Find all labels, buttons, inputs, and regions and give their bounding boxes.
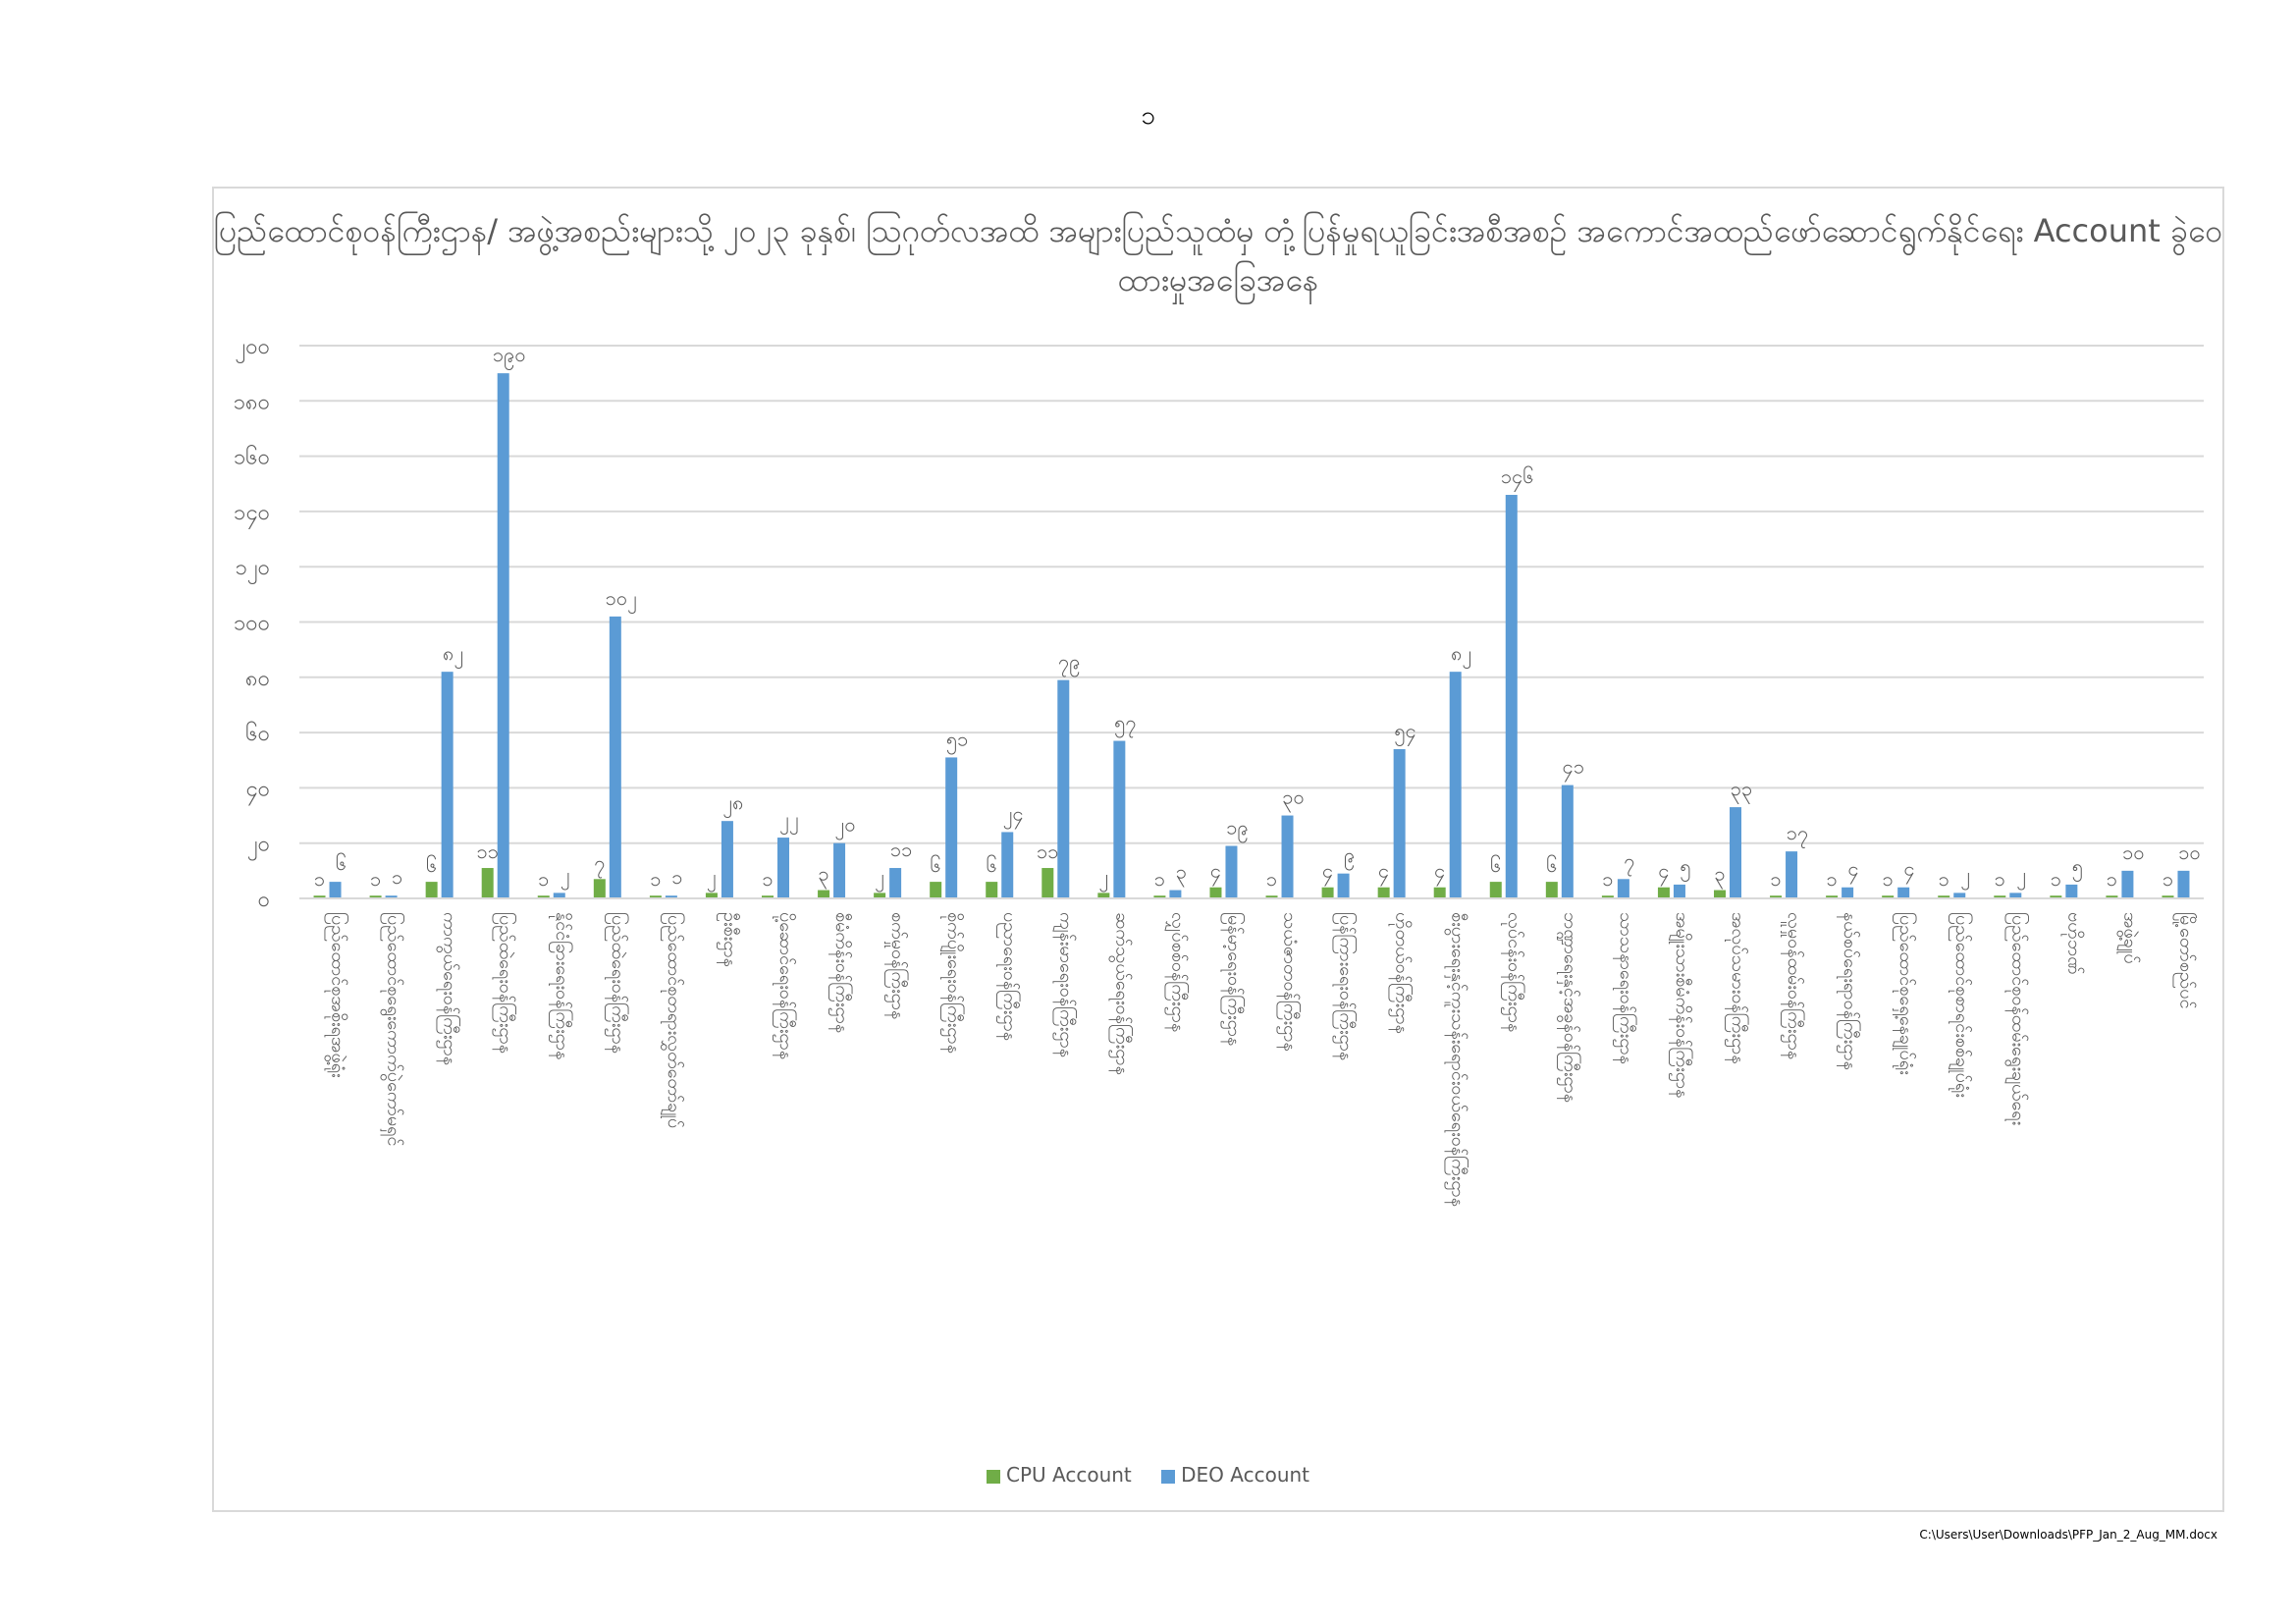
data-label-deo: ၂၀ <box>834 812 856 837</box>
data-label-cpu: ၁ <box>313 867 326 892</box>
bar-deo <box>1113 741 1125 898</box>
bar-cpu <box>1322 888 1334 898</box>
bar-cpu <box>426 882 438 898</box>
bar-deo <box>610 617 621 898</box>
data-label-cpu: ၁ <box>538 867 550 892</box>
category-label: ကျန်းမာရေးဝန်ကြီးဌာန <box>1055 912 1077 1058</box>
bar-deo <box>1842 888 1853 898</box>
y-tick-label: ၁၂၀ <box>235 556 270 581</box>
data-label-cpu: ၄ <box>1321 858 1334 883</box>
y-tick-label: ၄၀ <box>245 777 270 802</box>
data-label-cpu: ၁ <box>2050 867 2061 892</box>
bar-cpu <box>1658 888 1670 898</box>
data-label-deo: ၈၂ <box>443 641 464 666</box>
data-label-deo: ၁၁ <box>889 838 913 862</box>
bar-cpu <box>1378 888 1390 898</box>
data-label-deo: ၂၄ <box>1002 801 1024 826</box>
data-label-cpu: ၆ <box>1490 853 1502 878</box>
bar-deo <box>1057 680 1069 898</box>
bar-deo <box>833 843 845 898</box>
category-label: မြန်မာ့ရေးဝန်ကြီးဌာန <box>1223 912 1245 1047</box>
data-label-cpu: ၇ <box>594 850 606 875</box>
data-label-deo: ၃ <box>1175 859 1188 884</box>
bar-deo <box>1450 672 1462 898</box>
bar-cpu <box>482 868 494 898</box>
data-label-deo: ၂ <box>1960 862 1971 887</box>
bar-deo <box>721 821 733 898</box>
category-label: ပညာရေးဝန်ကြီးဌာန <box>999 912 1021 1042</box>
data-label-cpu: ၁ <box>2106 867 2118 892</box>
y-tick-label: ၁၈၀ <box>233 390 270 415</box>
bar-cpu <box>1209 888 1221 898</box>
bar-cpu <box>930 882 941 898</box>
data-label-cpu: ၁ <box>1265 867 1278 892</box>
category-label: ဟိုတယ်ဝန်ကြီးဌာန <box>1391 912 1413 1034</box>
bar-deo <box>1562 785 1574 898</box>
data-label-cpu: ၁ <box>1994 867 2005 892</box>
data-label-deo: ၄၁ <box>1562 754 1585 779</box>
bar-deo <box>777 838 789 898</box>
data-label-deo: ၅၄ <box>1394 718 1416 742</box>
data-label-deo: ၁၉၀ <box>492 343 526 367</box>
y-tick-label: ၁၄၀ <box>233 500 270 525</box>
bar-cpu <box>1490 882 1502 898</box>
data-label-cpu: ၆ <box>986 853 997 878</box>
data-label-deo: ၃၃ <box>1730 777 1753 801</box>
data-label-deo: ၆ <box>335 851 347 876</box>
bar-cpu <box>594 879 606 898</box>
data-label-cpu: ၃ <box>1714 861 1726 886</box>
bar-deo <box>1282 816 1294 898</box>
bar-cpu <box>986 882 997 898</box>
category-label: ပြည်ထဲရေးဝန်ကြီးဌာန <box>607 912 628 1055</box>
data-label-cpu: ၁ <box>2162 867 2174 892</box>
bar-deo <box>1001 832 1013 898</box>
data-label-cpu: ၁၁ <box>1037 839 1059 864</box>
page-number: ၁ <box>1141 101 1155 131</box>
category-label: ကာကွယ်ရေးဝန်ကြီးဌာန <box>439 912 460 1066</box>
category-label: ဘဏ္ဍာရေးနှင့်အခွန်ဝန်ကြီးဌာန <box>1559 912 1580 1104</box>
data-label-deo: ၂ <box>560 862 570 887</box>
y-tick-label: ၈၀ <box>245 666 270 691</box>
bar-deo <box>1674 885 1685 898</box>
bar-deo <box>889 868 901 898</box>
chart-legend <box>0 1463 2296 1487</box>
data-label-deo: ၂၂ <box>779 807 799 832</box>
data-label-cpu: ၂ <box>1098 864 1109 889</box>
data-label-deo: ၇ <box>1624 848 1635 873</box>
data-label-cpu: ၁၁ <box>476 839 499 864</box>
bar-deo <box>1786 851 1797 898</box>
category-label: ပြည်ထောင်စုစာရင်းစစ်ချုပ်ရုံး <box>1951 912 1973 1098</box>
category-label: နိုင်ငံခြားရေးဝန်ကြီးဌာန <box>551 912 572 1060</box>
y-tick-label: ၂၀ <box>246 832 270 857</box>
data-label-deo: ၄ <box>1903 856 1915 881</box>
category-label: နယ်စပ်ရေးရာဝန်ကြီးဌာန <box>1840 912 1861 1070</box>
data-label-cpu: ၁ <box>1602 867 1614 892</box>
data-label-deo: ၅ <box>2071 853 2083 878</box>
data-label-deo: ၅ <box>1680 853 1691 878</box>
y-tick-label: ၁၆၀ <box>233 445 270 470</box>
data-label-deo: ၁၉ <box>1226 815 1249 839</box>
data-label-cpu: ၁ <box>1882 867 1894 892</box>
y-tick-label: ၆၀ <box>245 722 270 747</box>
bar-cpu <box>1546 882 1558 898</box>
category-label: အမျိုးသားစီမံကိန်းဝန်ကြီးဌာန <box>1671 912 1692 1099</box>
category-label: ပြည်ထောင်စုရှေ့နေချုပ်ရုံး <box>1896 912 1917 1075</box>
data-label-deo: ၅၁ <box>945 727 969 751</box>
legend-label-deo: DEO Account <box>1181 1463 1310 1487</box>
bar-deo <box>2065 885 2077 898</box>
legend-swatch-deo <box>1161 1470 1175 1484</box>
category-label: ပြန်ကြားရေးဝန်ကြီးဌာန <box>1335 912 1357 1061</box>
bar-cpu <box>818 891 829 898</box>
data-label-deo: ၈၂ <box>1451 641 1472 666</box>
legend-item-deo <box>1161 1463 1309 1487</box>
bar-cpu <box>1434 888 1446 898</box>
category-label: ပြည်ထဲရေးဝန်ကြီးဌာန <box>495 912 516 1055</box>
bar-deo <box>330 882 342 898</box>
data-label-deo: ၇၉ <box>1058 649 1081 674</box>
data-label-cpu: ၁ <box>1938 867 1949 892</box>
category-label: ဦးစီးဌာန <box>719 912 740 967</box>
category-label: သာသနာရေးဝန်ကြီးဌာန <box>1615 912 1636 1064</box>
data-label-cpu: ၃ <box>818 861 829 886</box>
data-label-cpu: ၁ <box>1826 867 1838 892</box>
y-tick-label: ၀ <box>257 888 270 912</box>
category-label: စီးပွားရေးနှင့်ကူးသန်းရောင်းဝယ်ရေးဝန်ကြီးဌာန <box>1447 912 1468 1208</box>
data-label-deo: ၂ <box>2016 862 2027 887</box>
category-label: အလုပ်သမားဝန်ကြီးဌာန <box>1728 912 1748 1064</box>
data-label-cpu: ၄ <box>1658 858 1670 883</box>
category-label: ဗဟိုဘဏ် <box>2063 912 2085 975</box>
legend-label-cpu: CPU Account <box>1005 1463 1132 1487</box>
category-label: ပို့ဆောင်ရေးဝန်ကြီးဌာန <box>775 912 796 1060</box>
chart-title: ပြည်ထောင်စုဝန်ကြီးဌာန/ အဖွဲ့အစည်းများသို့ ၂၀၂၃ ခုနှစ်၊ ဩဂုတ်လအထိ အများပြည်သူထံမှ တုံ့ပြန်မှုရယူခြင်းအစီအစဉ် အကောင်အထည်ဖော်ဆောင်ရွက်နိုင်ရေး Account ခွဲဝေထားမှုအခြေအနေ <box>213 212 2223 298</box>
y-tick-label: ၂၀၀ <box>235 335 270 359</box>
legend-item-cpu <box>987 1463 1132 1487</box>
category-label: ပြည်ထောင်စုရွေးကောက်ပွဲကော်မရှင် <box>383 912 404 1147</box>
category-label: လူမှုဝန်ထမ်းဝန်ကြီးဌာန <box>1784 912 1805 1060</box>
data-label-deo: ၁၀ <box>2178 839 2201 864</box>
data-label-cpu: ၂ <box>875 864 885 889</box>
data-label-deo: ၄ <box>1847 856 1859 881</box>
data-label-deo: ၅၇ <box>1114 710 1137 734</box>
category-label: စီမံကိန်းဝန်ကြီးဌာန <box>831 912 853 1034</box>
data-label-deo: ၁၇ <box>1786 821 1809 845</box>
category-label: ဆက်သွယ်ရေးဝန်ကြီးဌာန <box>1111 912 1133 1075</box>
data-label-deo: ၉ <box>1343 842 1356 867</box>
category-label: စက်မှုဝန်ကြီးဌာန <box>887 912 909 1020</box>
data-label-cpu: ၁ <box>369 867 382 892</box>
bar-deo <box>1618 879 1629 898</box>
data-label-cpu: ၁ <box>762 867 774 892</box>
data-label-cpu: ၄ <box>1209 858 1222 883</box>
bar-deo <box>2121 871 2133 898</box>
data-label-cpu: ၁ <box>650 867 662 892</box>
data-label-deo: ၁ <box>671 865 683 890</box>
bar-deo <box>1338 874 1350 898</box>
data-label-cpu: ၆ <box>1546 853 1558 878</box>
data-label-deo: ၃၀ <box>1282 785 1305 809</box>
category-label: အဖွဲ့ချုပ် <box>2119 912 2141 964</box>
y-tick-label: ၁၀၀ <box>233 611 270 636</box>
bar-deo <box>1730 807 1741 898</box>
data-label-deo: ၁ <box>391 865 403 890</box>
bar-deo <box>498 373 509 898</box>
footer-file-path: C:\Users\User\Downloads\PFP_Jan_2_Aug_MM.docx <box>1919 1528 2217 1542</box>
data-label-cpu: ၂ <box>707 864 717 889</box>
bar-deo <box>945 757 957 898</box>
bar-cpu <box>1714 891 1726 898</box>
bar-deo <box>2177 871 2189 898</box>
bar-deo <box>1506 495 1518 898</box>
data-label-cpu: ၄ <box>1378 858 1390 883</box>
bar-deo <box>1225 846 1237 898</box>
category-label: လုပ်ငန်းဝန်ကြီးဌာန <box>1503 912 1524 1033</box>
bar-deo <box>442 672 454 898</box>
bar-deo <box>1169 891 1181 898</box>
data-label-cpu: ၆ <box>426 853 438 878</box>
category-label: ပြည်ထောင်စုတရားလွှတ်တော်ချုပ် <box>663 912 684 1129</box>
bar-cpu <box>1041 868 1053 898</box>
data-label-deo: ၁၄၆ <box>1500 464 1534 489</box>
data-label-cpu: ၁ <box>1153 867 1166 892</box>
data-label-cpu: ၆ <box>930 853 941 878</box>
data-label-deo: ၁၀ <box>2122 839 2145 864</box>
category-label: စိုက်ပျိုးရေးဝန်ကြီးဌာန <box>943 912 965 1055</box>
category-label: လျှပ်စစ်ဝန်ကြီးဌာန <box>1167 912 1189 1033</box>
data-label-cpu: ၄ <box>1434 858 1446 883</box>
data-label-cpu: ၁ <box>1770 867 1782 892</box>
data-label-deo: ၂၈ <box>722 790 744 815</box>
legend-swatch-cpu <box>987 1470 1000 1484</box>
category-label: ပြည်ထောင်စုအစိုးရအဖွဲ့ရုံး <box>327 912 348 1078</box>
category-label: သယံဇာတဝန်ကြီးဌာန <box>1279 912 1301 1052</box>
bar-deo <box>1897 888 1909 898</box>
category-label: မြို့တော်စည်ပင် <box>2175 912 2197 1009</box>
category-label: ပြည်ထောင်စုဝန်ထမ်းရွေးချယ်ရေး <box>2007 912 2029 1126</box>
bar-deo <box>1394 749 1406 898</box>
data-label-deo: ၁၀၂ <box>605 585 637 610</box>
